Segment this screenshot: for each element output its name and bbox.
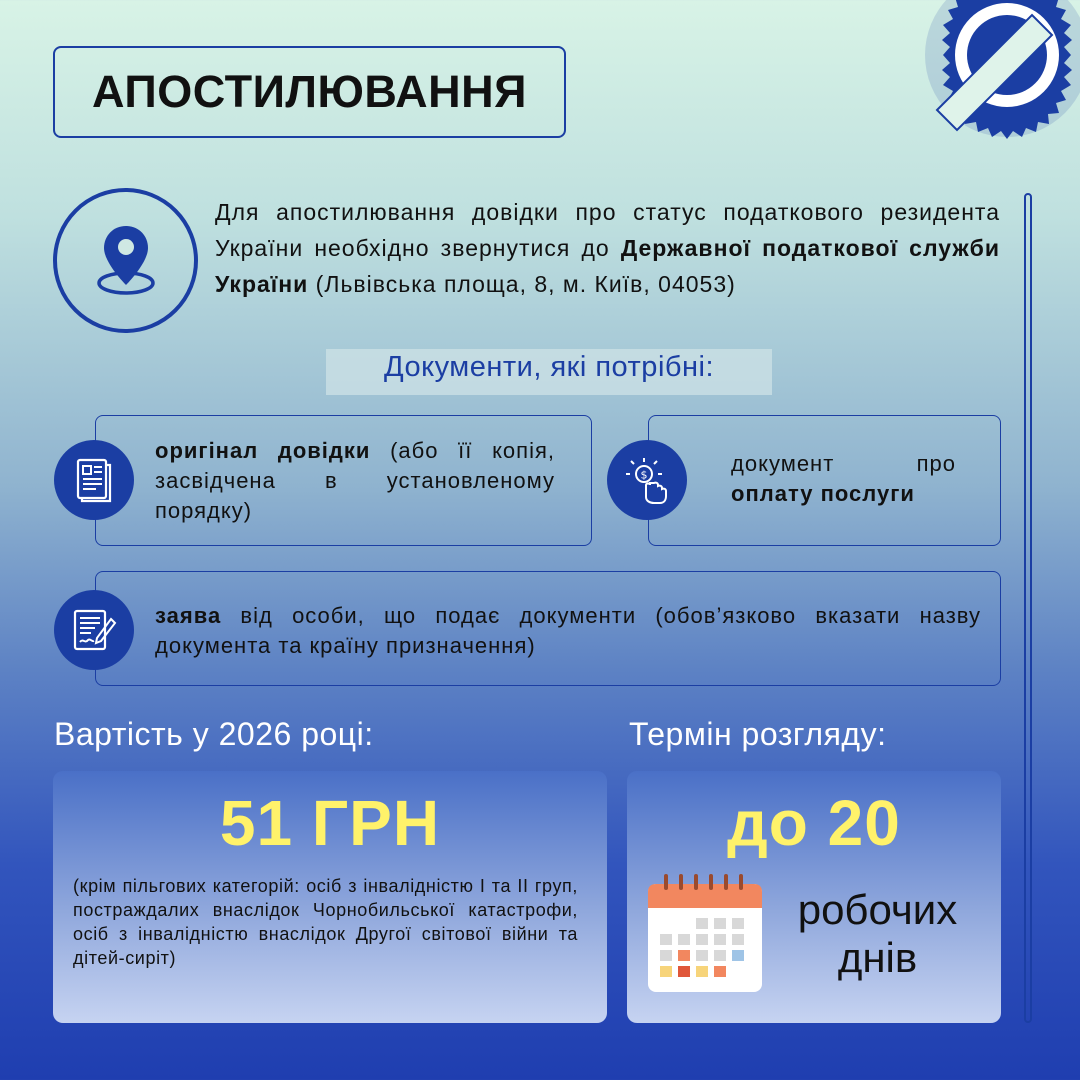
title-box bbox=[53, 46, 566, 138]
cost-label: Вартість у 2026 році: bbox=[54, 716, 374, 752]
term-value: до 20 bbox=[727, 787, 901, 859]
term-label: Термін розгляду: bbox=[629, 716, 887, 752]
payment-click-icon bbox=[622, 455, 672, 505]
term-unit-line2: днів bbox=[837, 934, 918, 981]
document-application-bold: заява bbox=[155, 603, 222, 628]
location-badge bbox=[53, 188, 198, 333]
calendar-icon bbox=[646, 872, 764, 994]
seal-icon bbox=[922, 0, 1080, 140]
term-unit bbox=[770, 886, 985, 982]
document-original-text bbox=[155, 436, 555, 526]
intro-text bbox=[215, 194, 1000, 302]
document-payment-rest: документ про bbox=[731, 451, 956, 476]
payment-icon-badge bbox=[607, 440, 687, 520]
svg-text:$: $ bbox=[640, 468, 648, 482]
intro-part1: Для апостилювання довідки про статус податкового резидента України необхідно звернутися до bbox=[215, 199, 1000, 261]
document-application-rest: від особи, що подає документи (обов’язково вказати назву документа та країну призначення) bbox=[155, 603, 981, 658]
application-form-icon bbox=[71, 607, 117, 653]
intro-authority: Державної податкової служби України bbox=[215, 235, 1001, 297]
cost-note: (крім пільгових категорій: осіб з інвалідністю І та ІІ груп, постраждалих внаслідок Чорнобильської катастрофи, осіб з інвалідністю внаслідок Другої світової війни та дітей-сиріт) bbox=[73, 876, 578, 968]
documents-heading: Документи, які потрібні: bbox=[383, 351, 715, 383]
intro-part2: (Львівська площа, 8, м. Київ, 04053) bbox=[308, 271, 736, 297]
location-pin-icon bbox=[91, 221, 161, 301]
document-icon bbox=[74, 457, 114, 503]
cost-value: 51 ГРН bbox=[219, 787, 441, 859]
document-payment-bold: оплату послуги bbox=[731, 481, 915, 506]
document-icon-badge bbox=[54, 440, 134, 520]
page-title: АПОСТИЛЮВАННЯ bbox=[91, 66, 528, 117]
document-original-bold: оригінал довідки bbox=[155, 438, 371, 463]
vertical-divider bbox=[1024, 193, 1032, 1023]
document-payment-text bbox=[731, 449, 956, 509]
application-icon-badge bbox=[54, 590, 134, 670]
term-unit-line1: робочих bbox=[797, 886, 958, 933]
document-application-text bbox=[155, 601, 981, 661]
document-original-rest: (або її копія, засвідчена в установленому порядку) bbox=[155, 438, 555, 523]
